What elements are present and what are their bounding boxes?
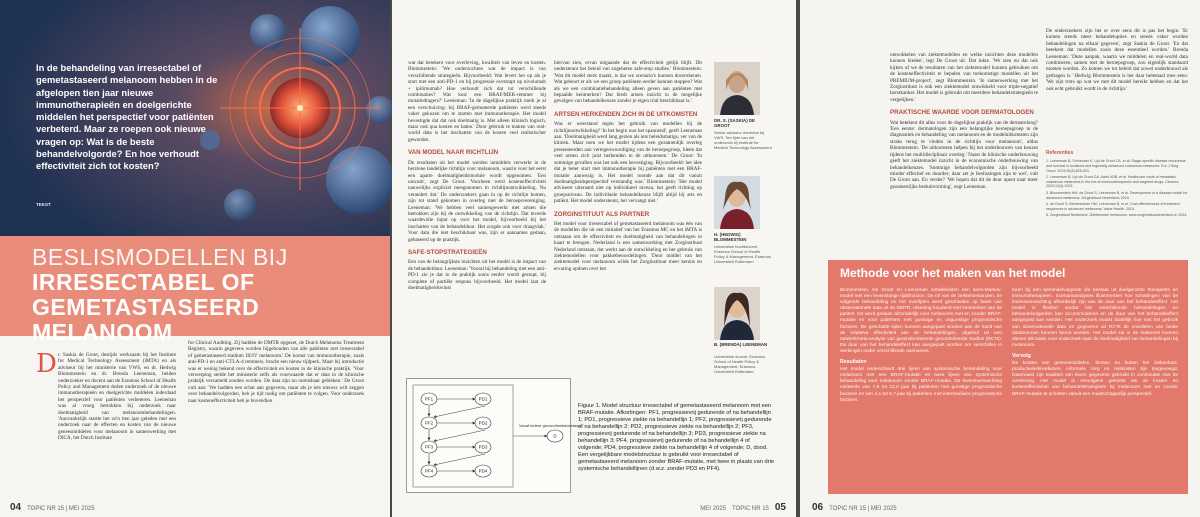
body-paragraph: De onderzoekers zijn het er over eens dit is pas het begin. 'Er komen steeds meer behandelopties en steeds vaker worden behandelingen na elkaar gegeven', zegt Saskia de Groot. 'En dat betekent dat modellen zoals deze essentieel worden.' Brenda Leeneman: 'Deze aanpak, waarin we middelen en real-world data combineren, samen met de beroepsgroep, zou eigenlijk standaard moeten worden. Zo komen we tot beleid dat zowel onderbouwd als gedragen is.' Hedwig Blommestein is het daar helemaal mee eens: 'We zijn trots op wat we met dit model bereikt hebben en dat het ook echt gebruikt wordt in de richtlijn.' [1046, 28, 1188, 92]
method-paragraph: De kosten van geneesmiddelen, binnen en buiten het ziekenhuis, productiviteitsverliezen, informele zorg en reiskosten zijn toegevoegd. Daarnaast zijn kwaliteit van leven gegevens gebruikt in combinatie met de overleving. Het model is vervolgens getoetst om de kosten en kosteneffectiviteit van behandelstrategieën bij melanoom met en zonder BRAF-mutatie te schatten vanuit een maatschappelijk perspectief. [1012, 361, 1178, 397]
method-column-1 [840, 288, 1002, 488]
body-paragraph: Het model voor irresectabel of gemetastaseerd melanoom was één van de modellen die uit een initiatief van het Erasmus MC en het iMTA is ontstaan om de effectiviteit en doelmatigheid van behandelingen in kaart te brengen. Nederland is een samenwerking met Zorginstituut Nederland ontstaan, dat werkt aan de ontwikkeling en het gebruik van ziektemodellen voor pakketbeoordelingen. 'Door middel van het ziektemodel voor melanoom wilde het Zorginstituut meer kennis en ervaring opdoen over het [554, 220, 702, 272]
state-node-label: PF1 [424, 396, 434, 402]
portrait-leeneman [714, 287, 760, 340]
body-column-1 [890, 52, 1038, 252]
body-paragraph: for Clinical Auditing. Zij hadden de DMTR opgezet, de Dutch Melanoma Treatment Registry, waarin gegevens worden bijgehouden van alle patiënten met irresectabel of gemetastaseerd stadium III/IV melanoom.' De komst van immunotherapie, zoals anti-PD-1 en anti-CTLA-4 remmers, bracht een nieuw tijdperk. Maar bij introductie was er weinig bekend over de effectiviteit en kosten in de klinische praktijk. 'Voor verwerping stelde het ministerie zelfs als voorwaarde dat er data in de klinische praktijk verzameld zouden worden. De data zijn nu onmisbaar gebleken.' De Groot vult aan: 'We hadden een schat aan gegevens, maar als je iets nieuws wilt zeggen over behandelvolgorden, heb je tijd nodig om patiënten te volgen. Voor onderzoek naar kosteneffectiviteit heb je bovendien [188, 340, 364, 404]
state-node-pd2 [475, 417, 491, 429]
body-paragraph: Een van de belangrijkste inzichten uit het model is de impact van de behandelduur. Leeneman: 'Vooral bij behandeling met een anti-PD-1 zie je dat in de praktijk soms eerder wordt gestopt, bij complete of partiële respons bijvoorbeeld. Het model laat de doelmatigheidswinst [408, 259, 546, 291]
references-list [1046, 159, 1188, 218]
body-paragraph: hiervan zien, ervan uitgaande dat de effectiviteit gelijk blijft. Dit ondersteunt het beleid van zogeheten safe-stop studies.' Blommestein: 'Wat dit model sterk maakt, is dat we scenario's kunnen doorrekenen. Wat gebeurt er als we een groep patiënten eerder kunnen stoppen? Wat als we een combinatiebehandeling alleen geven aan patiënten met bepaalde kenmerken? Dat biedt artsen inzicht in de mogelijke gevolgen van behandelkeuzes zonder je eigen trial beschikbaar is.' [554, 60, 702, 105]
model-structure-figure [406, 378, 581, 493]
folio-text: TOPIC NR 15 [731, 506, 769, 512]
portrait-affiliation: Universitair docent, Erasmus School of Health Policy & Management, Erasmus Universiteit Rotterdam [714, 354, 766, 374]
portrait-de-groot [714, 62, 760, 115]
folio-text: TOPIC NR 15 | MEI 2025 [829, 506, 897, 512]
intro-text: In de behandeling van irresectabel of gemetastaseerd melanoom hebben in de afgelopen tien jaar nieuwe immunotherapieën en doelgerichte middelen het perspectief voor patiënten verbeterd. Maar ze roepen ook nieuwe vragen op: Wat is de beste behandelvolgorde? En hoe verhoudt effectiviteit zich tot kosten? [36, 62, 218, 172]
body-column-3 [554, 60, 702, 378]
body-column-1 [58, 352, 176, 492]
references [1046, 150, 1188, 250]
person-photo-icon [714, 176, 760, 229]
subheading: ARTSEN HERKENDEN ZICH IN DE UITKOMSTEN [554, 110, 698, 118]
page-number: 05 [774, 502, 786, 513]
person-photo-icon [714, 287, 760, 340]
state-node-pf2 [421, 417, 437, 429]
article-title [32, 245, 382, 345]
body-paragraph: Was er weerstand tegen het gebruik van modellen bij de richtlijnontwikkeling? 'In het begin was het spannend', geeft Leeneman aan. 'Doelmatigheid werd lang gezien als iets beleidsmatigs, ver van de kliniek. Maar toen we het model tijdens een gezamenlijk overleg presenteerden aan vertegenwoordiging van de beroepsgroep, bleek dat veel artsen zich juist herkenden in de uitkomsten.' De Groot: 'In sommige gevallen was het ook een bevestiging. Bijvoorbeeld: het idee dat je beter start met immunotherapie bij patiënten met een BRAF-mutatie aanwezig is. Het model toonde aan dat dit vanuit doelmatigheidsperspectief verstandig was.' Blommestein: 'Het model adviseert uiteraard niet op individueel niveau, het geeft richting op groepsniveau. De individuele behandelkeuze blijft altijd bij arts en patiënt. Het model ondersteunt, het vervangt niet.' [554, 121, 702, 205]
body-paragraph: wat dat betekent voor overleving, kwaliteit van leven en kosten. Blommestein: 'We onderzochten wat de impact is van verschillende strategieën. Bijvoorbeeld: Wat levert het op als je start met een anti-PD-1 en bij progressie overstapt op nivolumab + ipilimumab? Hoe verhoudt zich dat tot verschillende combinaties? Wat kost een BRAF/MEK-remmer bij mutatiedragers?' Leeneman: 'In de dagelijkse praktijk merk je al een verschuiving: bij BRAF-gemuteerde patiënten werd steeds vaker gekozen om te starten met immunotherapie. Het model bevestigde dat dat ook doelmatig is. Met alleen klinisch logisch, maar ook qua kosten en baten.' Door gebruik te maken van real-world data is het inschatten van de kosten veel realistischer geworden. [408, 60, 546, 143]
portrait-name: B. (BRENDA) LEENEMAN [714, 342, 768, 347]
state-node-pd1 [475, 393, 491, 405]
state-node-pf1 [421, 393, 437, 405]
portrait-name: DR. S. (SASKIA) DE GROOT [714, 118, 755, 129]
folio-text: TOPIC NR 15 | MEI 2025 [27, 506, 95, 512]
state-node-label: PD3 [478, 444, 488, 450]
body-paragraph: Wat betekent dit alles voor de dagelijkse praktijk van de dermatoloog? 'Een eerste: dermatologen zijn een belangrijke beroepsgroep in de diagnostiek en behandeling van melanoom en de modeluitkomsten zijn straks terug te vinden in de richtlijn voor melanoom', aldus Blommestein. 'De uitkomsten helpen bij het onderbouwen van keuzes tijdens het multidisciplinair overleg.' Naast de klinische onderbouwing geeft het ziektemodel inzicht in de economische onderbouwing van behandelkeuzes. 'Sommige behandelvolgorden zijn bijvoorbeeld minder effectief en duurder; daar zet je beslissingen zijn te wel', vult De Groot aan. En verder? 'We hopen dat dit de deur opent naar meer gezamenlijke besluitvorming', zegt Leeneman. [890, 119, 1038, 190]
title-light: BESLISMODELLEN BIJ [32, 244, 288, 270]
state-node-pd3 [475, 441, 491, 453]
subheading: VAN MODEL NAAR RICHTLIJN [408, 149, 499, 157]
state-node-pf3 [421, 441, 437, 453]
person-photo-icon [714, 62, 760, 115]
folio [812, 502, 897, 513]
figure-caption: Figuur 1. Model structuur irresectabel of gemetastaseerd melanoom met een BRAF-mutatie. Afkortingen: PF1, progressievrij gedurende of na behandellijn 1; PD1, progressieve ziekte na behandellijn 1; PF2, progressievrij gedurende of na behandellijn 2; PD2, progressieve ziekte na behandellijn 2; PF3, progressievrij gedurende of na behandellijn 3; PD3, progressieve ziekte na behandellijn 3; PF4, progressievrij gedurende of na behandellijn 4 of volgende; PD4, progressieve ziekte na behandellijn 4 of volgende; D, dood. Een vergelijkbare modelstructuur is gebruikt voor irresectabel of gemetastaseerd melanoom zonder BRAF-mutatie, met twee in plaats van drie systemische behandellijnen (d.w.z. zonder PD3 en PF4). [578, 403, 774, 472]
method-paragraph: Blommestein, De Groot en Leeneman ontwikkelden een semi-Markov-model met een levenslange tijdshorizon. De rol van de ziektetoestanden, de volgende behandeling en het overlijden werd gescheiden op basis van observationele data uit de DMTR, rekening houdend met kenmerken van de patiënt. Dit werd gedaan afzonderlijk voor melanoom met en zonder BRAF-mutatie en voor patiënten met gunstige en ongunstige prognostische factoren. De geschatte tijden kunnen aangepast worden aan de hand van de relatieve effectiviteit van de behandelingen, afgeleid uit een netwerkmeta-analyse van gerandomiseerde gecontroleerde studies (RCTs). De duur van het behandeleffect kan aangepast worden om verschillen in werkingen onder verschillende aannames. [840, 288, 1002, 354]
state-node-label: PF4 [424, 468, 434, 474]
reference-item: 4. de Groot S, Blommestein HM, Leeneman B, et al. Cost-effectiveness of treatment sequences in advanced melanoma. Value Health. 2024. [1046, 201, 1180, 211]
body-column-2 [188, 340, 364, 496]
state-node-label: PF3 [424, 444, 434, 450]
state-node-label: PD1 [478, 396, 488, 402]
reference-item: 2. Leeneman B, Uyl-de Groot CA, Aarts MJB, et al. Healthcare costs of metastatic cutaneous melanoma in the era of immunotherapeutic and targeted drugs. Cancers. 2020;12(4):1003. [1046, 174, 1180, 189]
folio [10, 502, 95, 513]
state-node-pd4 [475, 465, 491, 477]
state-node-d [547, 430, 563, 442]
references-title: Referenties [1046, 150, 1074, 156]
reference-item: 5. Zorginstituut Nederland. Ziektemodel melanoom. www.zorginstituutnederland.nl. 2024. [1046, 212, 1188, 217]
page-05 [392, 0, 796, 517]
method-subheading: Resultaten [840, 359, 867, 366]
body-column-1 [408, 60, 546, 378]
page-06 [800, 0, 1200, 517]
method-paragraph: Het model onderscheidt drie lijnen van systemische behandeling voor melanoom met een BRAF-mutatie en twee lijnen van systemische behandeling voor melanoom zonder BRAF-mutatie. De levensverwachting varieerde van 7,8 tot 12,0 jaar bij patiënten met gunstige prognostische factoren en van 4,1 tot 6,7 jaar bij patiënten met intermediaire prognostische factoren. [840, 367, 1002, 403]
page-04 [0, 0, 390, 517]
folio [700, 502, 786, 513]
title-bold: IRRESECTABEL OF GEMETASTASEERD MELANOOM [32, 269, 260, 345]
portrait-blommestein [714, 176, 760, 229]
state-node-pf4 [421, 465, 437, 477]
subheading: ZORGINSTITUUT ALS PARTNER [554, 210, 650, 218]
method-paragraph: toren bij een behandelvolgorde die bestaat uit doelgerichte therapieën en immunotherapieën. Scenarioanalyses illustreerden hoe schattingen van de levensverwachting afhankelijk zijn van de duur van het behandeleffect. Het model is flexibel omdat het verschillende behandelingen en behandelvolgorden kan accommoderen en de duur van het behandeleffect aangepast kan worden. Het onderzoek maakt duidelijk hoe met het gebruik van observationele data en gegevens uit RCTs de voordelen van beide databronnen kunnen benut worden. Het model zal in de toekomst kunnen dienen als basis voor onderzoek naar de doelmatigheid van behandelingen bij melanoom. [1012, 288, 1178, 348]
state-node-label: PF2 [424, 420, 434, 426]
folio-date: MEI 2025 [700, 506, 726, 512]
text-credit: TEKST [36, 202, 51, 207]
portrait-name: H. (HEDWIG) BLOMMESTEIN [714, 232, 747, 243]
state-node-label: PD2 [478, 420, 488, 426]
method-subheading: Vervolg [1012, 352, 1031, 359]
state-diagram [407, 379, 581, 494]
portrait-affiliation: Universitair hoofddocent, Erasmus School of Health Policy & Management, Erasmus Universiteit Rotterdam [714, 244, 771, 264]
page-number: 06 [812, 502, 824, 513]
body-paragraph: ontwikkelen van ziektemodellen en welke inzichten deze modellen kunnen bieden', legt De Groot uit. Dat lukte. 'We zien nu dat ook kijken of we de resultaten van het ziektemodel kunnen gebruiken om de kosteneffectiviteit te bepalen van toekomstige modellen uit het PREMIUM-project', zegt Blommestein. 'In samenwerking met het Zorginstituut is ook een ziektemodel ontwikkeld voor triple-negatief borstkanker. Het model is gebruikt om meerdere behandelstrategieën te vergelijken.' [890, 52, 1038, 103]
portrait-affiliation: Senior adviseur medicine bij VWS. Ten tijde van het onderzoek bij Institute for Medical Technology Assessment [714, 130, 772, 150]
reference-item: 1. Leeneman B, Schreuder K, Uyl-de Groot CA, et al. Stage-specific disease recurrence and survival in localized and regionally advanced cutaneous melanoma. Eur J Surg Oncol. 2019;45(5):825-831. [1046, 159, 1186, 173]
hero-illustration [0, 0, 390, 236]
state-node-label: D [553, 433, 557, 439]
drop-cap: D [36, 349, 57, 379]
reference-item: 3. Blommestein HM, de Groot S, Leeneman B, et al. Development of a disease model for advanced melanoma. Zorginstituut Nederland; 2023. [1046, 190, 1188, 200]
body-paragraph: De resultaten uit het model werden inmiddels verwerkt in de herziene landelijke richtlijn voor melanoom, waarin voor het eerst een aparte doelmatigheidsmodule wordt opgenomen. 'Een unicum', zegt De Groot. 'Voorheen werd kosteneffectiviteit nauwelijks expliciet meegenomen in richtlijnontwikkeling. Nu verandert dat.' De onderzoekers gaan in op de richtlijn komen, zijn tot stand gekomen in overleg met de beroepsvereniging. Leeneman: 'We hebben veel samengewerkt met artsen die betrokken zijn bij de ontwikkeling van de richtlijn. Dat leverde waardevolle input op voor het model, bijvoorbeeld bij het inschatten van de behandelduur. Het zorgde ook voor draagvlak.' Voor data die niet beschikbaar was, zijn er aannames gedaan, gebaseerd op de praktijk. [408, 159, 546, 243]
method-column-2 [1012, 288, 1178, 488]
state-node-label: PD4 [478, 468, 488, 474]
figure-label: Vanaf iedere gezondheidstoestand [519, 423, 581, 428]
method-box-title: Methode voor het maken van het model [840, 266, 1066, 280]
subheading: PRAKTISCHE WAARDE VOOR DERMATOLOGEN [890, 109, 1034, 117]
subheading: SAFE-STOPSTRATEGIEËN [408, 248, 487, 256]
body-column-2 [1046, 28, 1188, 138]
page-number: 04 [10, 502, 22, 513]
body-paragraph: r. Saskia de Groot, destijds werkzaam bij het Institute for Medical Technology Assessment (iMTA) en als adviseur bij het ministerie van VWS, en dr. Hedwig Blommestein en dr. Brenda Leeneman, beiden onderzoeker en docent aan de Erasmus School of Health Policy and Management deden onderzoek of de nieuwe immunotherapieën en doelgerichte middelen inderdaad het perspectief voor patiënten verbeteren. Leeneman was al vroeg betrokken bij onderzoek naar doelmatigheid van melanoombehandelingen. 'Aanvankelijk startte het zo'n tien jaar geleden met een onderzoek naar de effecten en kosten van de nieuwe geneesmiddelen voor melanoom in samenwerking met DICA, het Dutch Institute [58, 352, 176, 442]
